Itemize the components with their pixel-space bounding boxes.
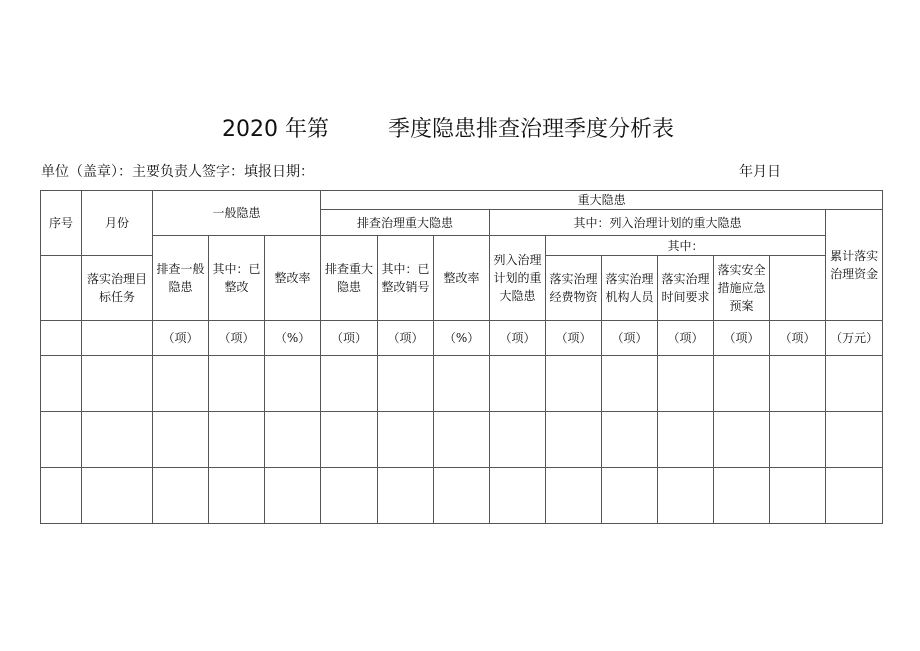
unit-funds: （万元） [826, 321, 883, 356]
header-major-group: 重大隐患 [321, 191, 883, 210]
unit-item: （项） [321, 321, 378, 356]
header-plan-item: 落实治理经费物资 [546, 256, 602, 321]
unit-item: （项） [714, 321, 770, 356]
header-major-check-group: 排查治理重大隐患 [321, 210, 490, 236]
header-major-closed: 其中：已整改销号 [378, 236, 434, 321]
unit-blank [82, 321, 153, 356]
header-serial: 序号 [41, 191, 82, 256]
header-plan-group: 其中：列入治理计划的重大隐患 [490, 210, 826, 236]
header-plan-item: 落实安全措施应急预案 [714, 256, 770, 321]
unit-item: （项） [378, 321, 434, 356]
form-title [0, 112, 920, 142]
form-date-suffix: 年月日 [739, 164, 781, 180]
header-funds: 累计落实治理资金 [826, 210, 883, 321]
header-major-found: 排查重大隐患 [321, 236, 378, 321]
header-plan-sub-group: 其中： [546, 236, 826, 256]
header-general-rate: 整改率 [265, 236, 321, 321]
table-row [41, 468, 883, 524]
title-main: 季度隐患排查治理季度分析表 [388, 117, 675, 142]
header-general-fixed: 其中：已整改 [209, 236, 265, 321]
header-plan-item: 落实治理机构人员 [602, 256, 658, 321]
table-row [41, 412, 883, 468]
header-major-rate: 整改率 [434, 236, 490, 321]
header-plan-item: 落实治理目标任务 [82, 256, 153, 321]
hazard-analysis-table [40, 190, 883, 524]
form-meta-line: 单位（盖章）：主要负责人签字：填报日期： [41, 164, 314, 180]
header-general-found: 排查一般隐患 [153, 236, 209, 321]
unit-percent: （%） [434, 321, 490, 356]
unit-item: （项） [490, 321, 546, 356]
unit-item: （项） [602, 321, 658, 356]
header-general-group: 一般隐患 [153, 191, 321, 236]
unit-item: （项） [153, 321, 209, 356]
unit-item: （项） [658, 321, 714, 356]
header-plan-total: 列入治理计划的重大隐患 [490, 236, 546, 321]
table-row [41, 356, 883, 412]
header-plan-item: 落实治理时间要求 [658, 256, 714, 321]
unit-item: （项） [770, 321, 826, 356]
title-year: 2020 年第 [222, 117, 329, 142]
unit-percent: （%） [265, 321, 321, 356]
unit-blank [41, 321, 82, 356]
unit-item: （项） [209, 321, 265, 356]
header-month: 月份 [82, 191, 153, 256]
unit-item: （项） [546, 321, 602, 356]
